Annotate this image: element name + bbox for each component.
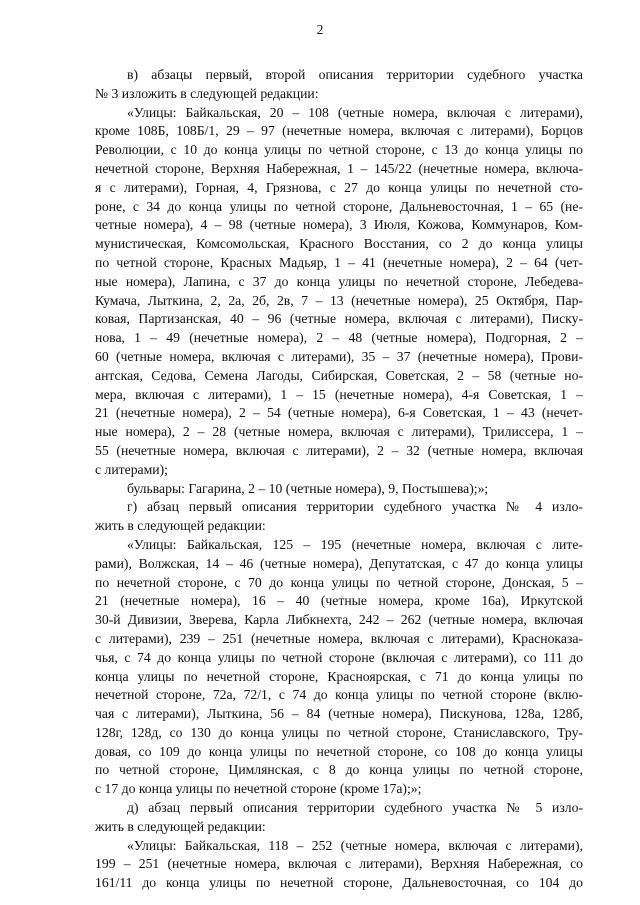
- text-line: рами), Волжская, 14 – 46 (четные номера), Депутатская, с 47 до конца улицы: [95, 555, 583, 571]
- text-line: в) абзацы первый, второй описания территории судебного участка: [127, 67, 583, 82]
- text-line: по четной стороне, Цимлянская, с 8 до конца улицы по четной стороне,: [95, 762, 583, 778]
- text-line: 21 (нечетные номера), 16 – 40 (четные номера, кроме 16а), Иркутской: [95, 593, 583, 609]
- text-line: нечетной стороне, Верхняя Набережная, 1 – 145/22 (нечетные номера, включа-: [95, 160, 583, 176]
- page-number: 2: [316, 22, 324, 37]
- text-line: № 3 изложить в следующей редакции:: [95, 85, 319, 101]
- text-line: антская, Седова, Семена Лагоды, Сибирская, Советская, 2 – 58 (четные но-: [95, 367, 583, 383]
- text-line: кроме 108Б, 108Б/1, 29 – 97 (нечетные номера, включая с литерами), Борцов: [95, 123, 583, 139]
- text-line: ковая, Партизанская, 40 – 96 (четные номера, включая с литерами), Писку-: [95, 311, 583, 327]
- text-line: с литерами), 239 – 251 (нечетные номера, включая с литерами), Красноказа-: [95, 630, 583, 646]
- text-line: чая с литерами), Лыткина, 56 – 84 (четные номера), Пискунова, 128а, 128б,: [95, 706, 583, 722]
- text-line: я с литерами), Горная, 4, Грязнова, с 27 до конца улицы по нечетной сто-: [95, 179, 583, 195]
- document-body: [95, 66, 583, 893]
- text-line: нова, 1 – 49 (нечетные номера), 2 – 48 (четные номера), Подгорная, 2 –: [95, 330, 583, 346]
- text-line: довая, со 109 до конца улицы по нечетной стороне, со 108 до конца улицы: [95, 743, 583, 759]
- text-line: четные номера), 4 – 98 (четные номера), 3 Июля, Кожова, Коммунаров, Ком-: [95, 217, 583, 233]
- text-line: г) абзац первый описания территории судебного участка № 4 изло-: [127, 499, 583, 515]
- text-line: мера, включая с литерами), 1 – 15 (нечетные номера), 4-я Советская, 1 –: [95, 386, 583, 402]
- text-line: 60 (четные номера, включая с литерами), 35 – 37 (нечетные номера), Прови-: [95, 348, 583, 364]
- text-line: бульвары: Гагарина, 2 – 10 (четные номера), 9, Постышева);»;: [127, 480, 489, 496]
- text-line: роне, с 34 до конца улицы по четной стороне, Дальневосточная, 1 – 65 (не-: [95, 198, 583, 214]
- text-line: «Улицы: Байкальская, 20 – 108 (четные номера, включая с литерами),: [127, 104, 583, 120]
- text-line: по нечетной стороне, с 70 до конца улицы по четной стороне, Донская, 5 –: [95, 574, 583, 590]
- text-line: 199 – 251 (нечетные номера, включая с литерами), Верхняя Набережная, со: [95, 856, 583, 872]
- text-line: ные номера), Лапина, с 37 до конца улицы по нечетной стороне, Лебедева-: [95, 273, 583, 289]
- text-line: нечетной стороне, 72а, 72/1, с 74 до конца улицы по четной стороне (вклю-: [95, 687, 583, 703]
- text-line: «Улицы: Байкальская, 125 – 195 (нечетные номера, включая с лите-: [127, 536, 583, 552]
- text-line: ные номера), 2 – 28 (четные номера, включая с литерами), Трилиссера, 1 –: [95, 424, 583, 440]
- text-line: с литерами);: [95, 461, 168, 477]
- text-line: 161/11 до конца улицы по нечетной стороне, Дальневосточная, со 104 до: [95, 875, 583, 891]
- text-line: 21 (нечетные номера), 2 – 54 (четные номера), 6-я Советская, 1 – 43 (нечет-: [95, 405, 583, 421]
- text-line: Революции, с 10 до конца улицы по четной стороне, с 13 до конца улицы по: [95, 142, 583, 158]
- text-line: жить в следующей редакции:: [95, 818, 266, 834]
- text-line: чья, с 74 до конца улицы по четной стороне (включая с литерами), со 111 до: [95, 649, 583, 665]
- text-line: мунистическая, Комсомольская, Красного Восстания, со 2 до конца улицы: [95, 236, 583, 252]
- text-line: жить в следующей редакции:: [95, 518, 266, 534]
- text-line: «Улицы: Байкальская, 118 – 252 (четные номера, включая с литерами),: [127, 837, 583, 853]
- text-line: по четной стороне, Красных Мадьяр, 1 – 41 (нечетные номера), 2 – 64 (чет-: [95, 254, 583, 270]
- text-line: конца улицы по нечетной стороне, Красноярская, с 71 до конца улицы по: [95, 668, 583, 684]
- text-line: с 17 до конца улицы по нечетной стороне (кроме 17а);»;: [95, 781, 422, 797]
- text-line: Кумача, Лыткина, 2, 2а, 2б, 2в, 7 – 13 (нечетные номера), 25 Октября, Пар-: [95, 292, 583, 308]
- text-line: д) абзац первый описания территории судебного участка № 5 изло-: [127, 800, 583, 816]
- text-line: 55 (нечетные номера, включая с литерами), 2 – 32 (четные номера, включая: [95, 442, 583, 458]
- text-line: 30-й Дивизии, Зверева, Карла Либкнехта, 242 – 262 (четные номера, включая: [95, 612, 583, 628]
- text-line: 128г, 128д, со 130 до конца улицы по четной стороне, Станиславского, Тру-: [95, 724, 583, 740]
